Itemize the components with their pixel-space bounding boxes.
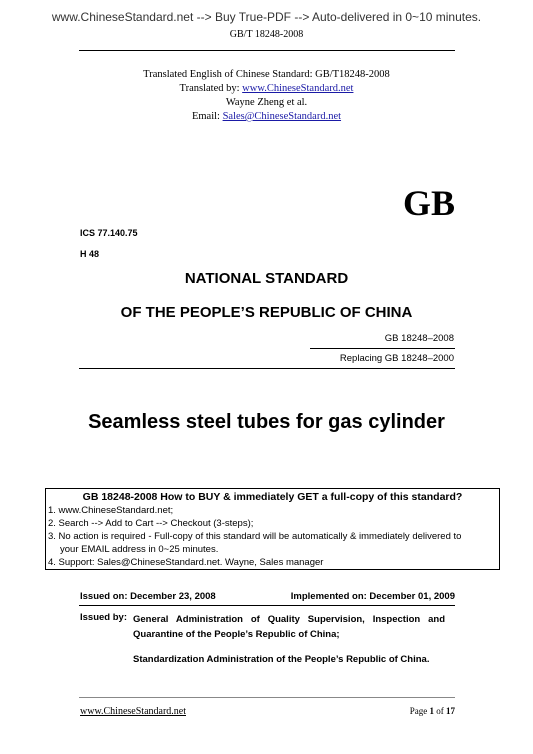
gb-logo: GB [402,183,455,223]
email-link[interactable]: Sales@ChineseStandard.net [222,111,342,122]
issued-by-authorities [133,612,445,667]
standard-title-line2: OF THE PEOPLE’S REPUBLIC OF CHINA [120,304,413,321]
translator-line [0,82,533,96]
footer-link[interactable]: www.ChineseStandard.net [80,706,186,717]
translation-block [0,68,533,124]
buy-step: 4. Support: Sales@ChineseStandard.net. Wayne, Sales manager [48,557,324,568]
buy-step: 2. Search --> Add to Cart --> Checkout (3-steps); [48,518,254,529]
implemented-on-date: Implemented on: December 01, 2009 [290,591,455,602]
header-doc-code: GB/T 18248-2008 [229,29,304,40]
page-total: 17 [446,706,455,716]
issuer-1: General Administration of Quality Supervision, Inspection and Quarantine of the People’s Republic of China; [133,614,445,640]
header-rule [79,50,455,51]
email-line [0,110,533,124]
page-label: Page [409,706,430,716]
page-current: 1 [429,706,434,716]
footer-rule [79,697,455,698]
buy-step: 3. No action is required - Full-copy of this standard will be automatically & immediately delivered to [48,531,462,542]
standard-number: GB 18248–2008 [384,333,454,344]
buy-step-continued: your EMAIL address in 0~25 minutes. [60,544,219,555]
buy-heading: GB 18248-2008 How to BUY & immediately GET a full-copy of this standard? [82,491,463,503]
translator-names: Wayne Zheng et al. [225,97,308,108]
replacing-rule [79,368,455,369]
page-of: of [434,706,446,716]
translator-link[interactable]: www.ChineseStandard.net [242,83,354,94]
email-label: Email: [191,111,223,122]
buy-step: 1. www.ChineseStandard.net; [48,505,174,516]
issued-on-date: Issued on: December 23, 2008 [80,591,216,602]
top-banner: www.ChineseStandard.net --> Buy True-PDF --> Auto-delivered in 0~10 minutes. [51,10,482,24]
ics-code: ICS 77.140.75 [80,228,138,238]
translator-label: Translated by: [179,83,243,94]
buy-info-box [45,488,500,570]
number-rule [310,348,455,349]
page-number [380,706,455,716]
replacing-number: Replacing GB 18248–2000 [339,353,454,364]
issuer-2: Standardization Administration of the People’s Republic of China. [133,654,430,665]
h-code: H 48 [80,249,100,259]
translation-line: Translated English of Chinese Standard: GB/T18248-2008 [143,69,390,80]
issued-by-label: Issued by: [80,612,127,623]
standard-title-line1: NATIONAL STANDARD [184,270,349,287]
dates-rule [79,605,455,606]
main-title: Seamless steel tubes for gas cylinder [88,411,445,433]
